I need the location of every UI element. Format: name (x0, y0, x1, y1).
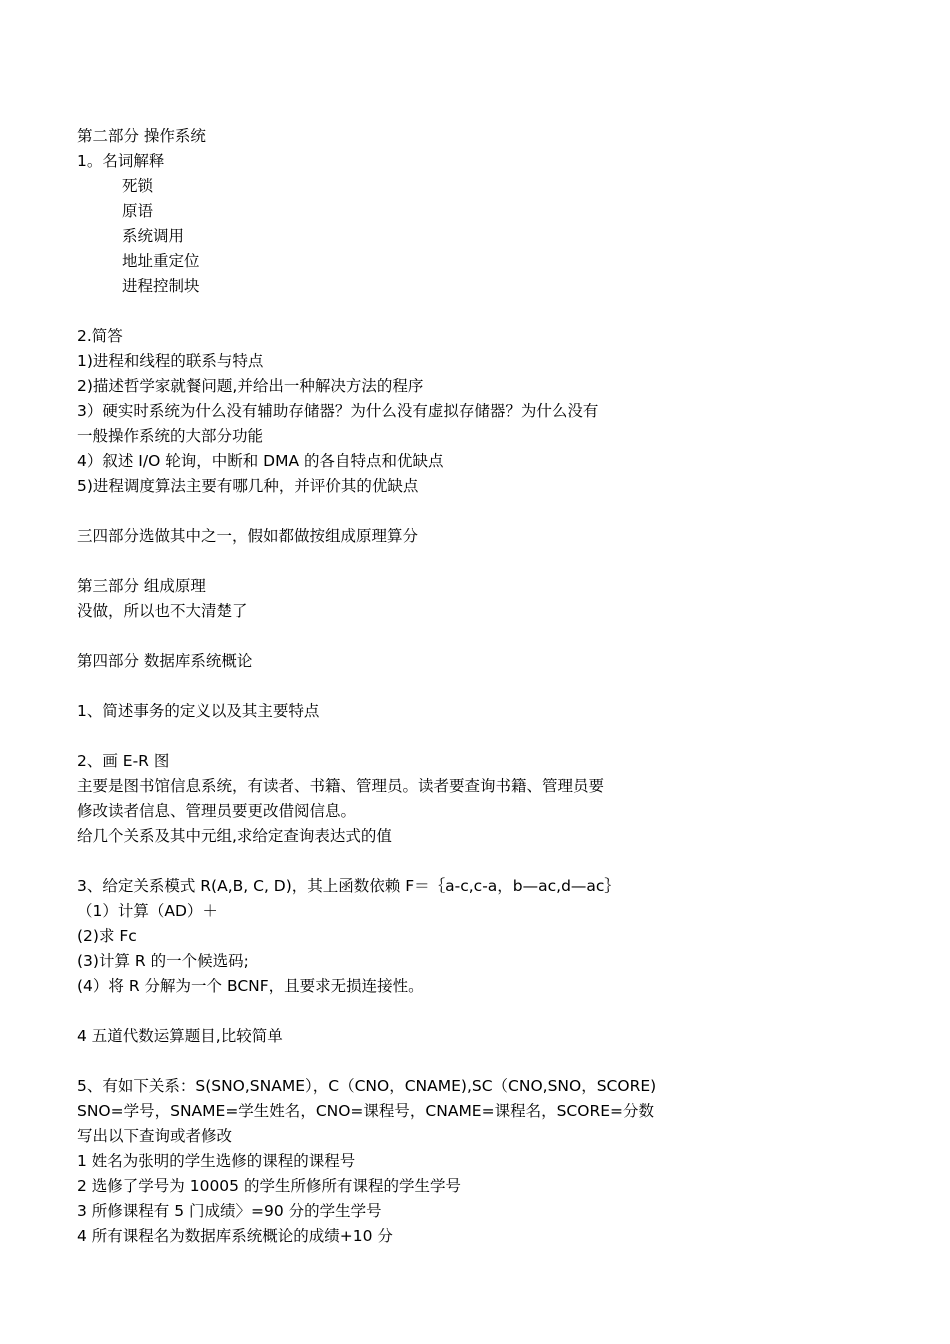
spacer (77, 1049, 737, 1074)
section-2-heading: 第二部分 操作系统 (77, 127, 206, 145)
db-q5-item-3: 3 所修课程有 5 门成绩〉=90 分的学生学号 (77, 1202, 382, 1220)
q1-heading: 1。名词解释 (77, 152, 165, 170)
spacer (77, 674, 737, 699)
db-q5-instruction: 写出以下查询或者修改 (77, 1127, 233, 1145)
term-system-call: 系统调用 (122, 227, 185, 245)
q2-item-3-cont: 一般操作系统的大部分功能 (77, 427, 264, 445)
db-q3-part-1: （1）计算（AD）＋ (77, 902, 218, 920)
document-page (77, 124, 737, 1249)
q2-item-1: 1)进程和线程的联系与特点 (77, 352, 264, 370)
db-q3: 3、给定关系模式 R(A,B, C, D)，其上函数依赖 F＝｛a-c,c-a，b—ac,d—ac｝ (77, 877, 620, 895)
db-q1: 1、简述事务的定义以及其主要特点 (77, 702, 320, 720)
q2-item-5: 5)进程调度算法主要有哪几种，并评价其的优缺点 (77, 477, 419, 495)
db-q5-legend: SNO=学号，SNAME=学生姓名，CNO=课程号，CNAME=课程名，SCORE=分数 (77, 1102, 655, 1120)
db-q2-desc-1: 主要是图书馆信息系统，有读者、书籍、管理员。读者要查询书籍、管理员要 (77, 777, 605, 795)
section-3-heading: 第三部分 组成原理 (77, 577, 206, 595)
spacer (77, 724, 737, 749)
section-4-heading: 第四部分 数据库系统概论 (77, 652, 253, 670)
db-q3-part-3: (3)计算 R 的一个候选码; (77, 952, 249, 970)
term-primitive: 原语 (122, 202, 154, 220)
elective-note: 三四部分选做其中之一，假如都做按组成原理算分 (77, 527, 419, 545)
term-deadlock: 死锁 (122, 177, 154, 195)
db-q5-item-2: 2 选修了学号为 10005 的学生所修所有课程的学生学号 (77, 1177, 461, 1195)
spacer (77, 999, 737, 1024)
spacer (77, 624, 737, 649)
db-q2-desc-2: 修改读者信息、管理员要更改借阅信息。 (77, 802, 357, 820)
spacer (77, 849, 737, 874)
term-address-relocation: 地址重定位 (122, 252, 200, 270)
db-q2-desc-3: 给几个关系及其中元组,求给定查询表达式的值 (77, 827, 392, 845)
spacer (77, 499, 737, 524)
db-q5-item-1: 1 姓名为张明的学生选修的课程的课程号 (77, 1152, 356, 1170)
term-pcb: 进程控制块 (122, 277, 200, 295)
spacer (77, 299, 737, 324)
db-q2: 2、画 E-R 图 (77, 752, 170, 770)
db-q4: 4 五道代数运算题目,比较简单 (77, 1027, 283, 1045)
q2-item-3: 3）硬实时系统为什么没有辅助存储器？为什么没有虚拟存储器？为什么没有 (77, 402, 599, 420)
q2-item-4: 4）叙述 I/O 轮询，中断和 DMA 的各自特点和优缺点 (77, 452, 444, 470)
q2-item-2: 2)描述哲学家就餐问题,并给出一种解决方法的程序 (77, 377, 424, 395)
db-q3-part-4: (4）将 R 分解为一个 BCNF，且要求无损连接性。 (77, 977, 424, 995)
section-3-note: 没做，所以也不大清楚了 (77, 602, 248, 620)
db-q5: 5、有如下关系：S(SNO,SNAME），C（CNO，CNAME),SC（CNO,SNO，SCORE) (77, 1077, 657, 1095)
db-q3-part-2: (2)求 Fc (77, 927, 137, 945)
q2-heading: 2.简答 (77, 327, 123, 345)
db-q5-item-4: 4 所有课程名为数据库系统概论的成绩+10 分 (77, 1227, 393, 1245)
spacer (77, 549, 737, 574)
